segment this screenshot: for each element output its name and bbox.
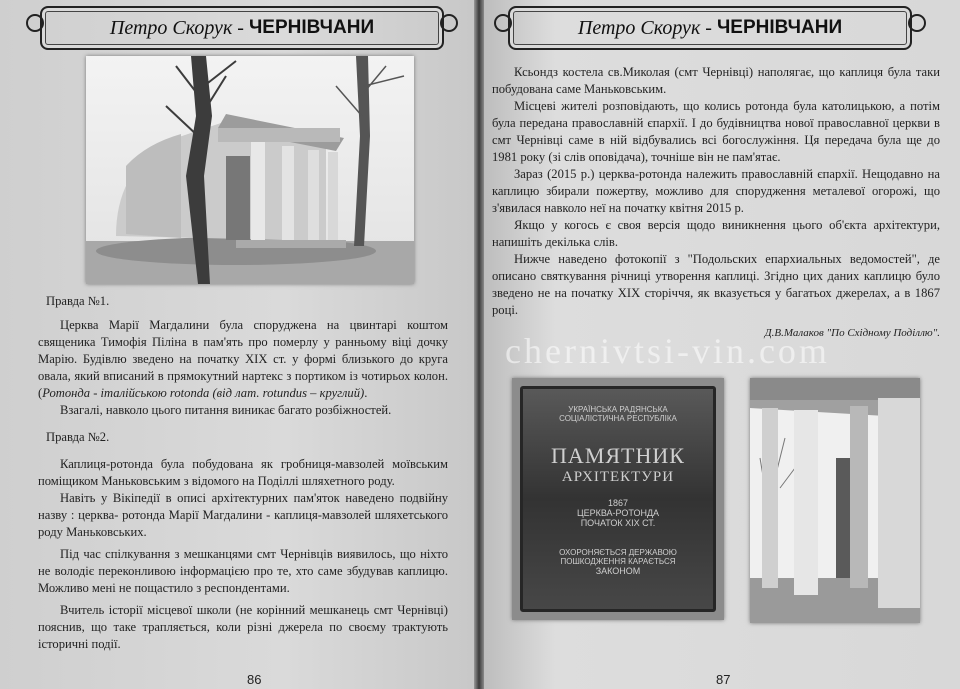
header-author: Петро Скорук - [577, 16, 712, 39]
plaque-line: 1867 [607, 498, 629, 508]
right-text [492, 64, 940, 342]
header-scroll-ornament [440, 14, 458, 32]
header-author: Петро Скорук - [109, 16, 244, 39]
header-title: ЧЕРНІВЧАНИ [248, 17, 375, 38]
memorial-plaque [520, 386, 716, 612]
plaque-line: ЦЕРКВА-РОТОНДА [576, 508, 660, 518]
right-page [484, 0, 960, 689]
signature: Д.В.Малаков "По Східному Поділлю". [764, 327, 940, 339]
plaque-photo [512, 378, 724, 620]
paragraph [38, 317, 448, 402]
page-number-right: 87 [716, 672, 731, 687]
plaque-line: ПОЧАТОК XIX СТ. [580, 518, 656, 528]
page-number-left: 86 [247, 672, 262, 687]
paragraph: Каплиця-ротонда була побудована як гробниця-мавзолей моївським поміщиком Маньковським з відомого на Поділлі шляхетного роду. [38, 457, 448, 488]
columns-photo [750, 378, 920, 623]
paragraph-italic: Ротонда - італійською rotonda (від лат. rotundus – круглий) [42, 386, 365, 400]
portico-illustration [750, 378, 920, 623]
paragraph: Вчитель історії місцевої школи (не корінний мешканець смт Чернівці) пояснив, що таке трапляється, коли різні джерела по своєму трактують історичні події. [38, 603, 448, 651]
page-header-left [40, 6, 444, 50]
plaque-line: СОЦІАЛІСТИЧНА РЕСПУБЛІКА [559, 414, 677, 423]
rotunda-photo [86, 56, 414, 284]
plaque-line: ПОШКОДЖЕННЯ КАРАЄТЬСЯ [560, 557, 676, 566]
rotunda-illustration [86, 56, 414, 284]
paragraph: Місцеві жителі розповідають, що колись ротонда була католицькою, а потім була передана православній єпархії. І до будівництва нової православної церкви в смт Чернівці саме в ній відбувались всі богослужіння. Ця передача була ще до 1981 року (зі слів оповідача), точніше він не пам'ятає. [492, 99, 940, 164]
plaque-line: АРХІТЕКТУРИ [561, 469, 675, 485]
caption-pravda-1: Правда №1. [46, 294, 110, 308]
header-scroll-ornament [908, 14, 926, 32]
plaque-line: ОХОРОНЯЄТЬСЯ ДЕРЖАВОЮ [559, 548, 677, 557]
page-header-right [508, 6, 912, 50]
paragraph: Нижче наведено фотокопії з "Подольских епархиальных ведомостей", де описано святкування річниці утворення каплиці. Згідно цих даних каплицю було зведено не на початку XIX сторіччя, як вказується у багатьох джерелах, а в 1867 році. [492, 252, 940, 317]
caption-pravda-2: Правда №2. [46, 430, 110, 444]
paragraph: Взагалі, навколо цього питання виникає багато розбіжностей. [60, 403, 392, 417]
paragraph-text: . [364, 386, 368, 400]
header-title: ЧЕРНІВЧАНИ [716, 17, 843, 38]
header-scroll-ornament [26, 14, 44, 32]
paragraph: Під час спілкування з мешканцями смт Чернівців виявилось, що ніхто не володіє переконливою інформацією про те, хто саме збудував каплицю. Можливо мені не пощастило з респондентами. [38, 547, 448, 595]
plaque-line: УКРАЇНСЬКА РАДЯНСЬКА [568, 405, 668, 414]
paragraph: Якщо у когось є своя версія щодо виникнення цього об'єкта архітектури, напишіть декілька слів. [492, 218, 940, 249]
paragraph: Зараз (2015 р.) церква-ротонда належить православній єпархії. Нещодавно на каплицю збирали пожертву, можливо для спорудження металевої огорожі, що з'явилася навколо неї на початку квітня 2015 р. [492, 167, 940, 215]
book-gutter [474, 0, 484, 689]
paragraph: Навіть у Вікіпедії в описі архітектурних пам'яток наведено подвійну назву : церква- ротонда Марії Магдалини - каплиця-мавзолей шляхетського роду Маньковських. [38, 491, 448, 539]
paragraph-text: Церква Марії Магдалини була споруджена на цвинтарі коштом священика Тимофія Піліна в пам'ять про померлу у ранньому віці дочку Марію. Будівлю зведено на початку XIX ст. у формі близького до круга овала, який вписаний в прямокутний нартекс з портиком із чотирьох колон. ( [38, 318, 448, 400]
watermark: chernivtsi-vin.com [505, 331, 830, 371]
left-text [38, 293, 448, 653]
plaque-line: ПАМЯТНИК [551, 443, 685, 468]
paragraph: Ксьондз костела св.Миколая (смт Чернівці) наполягає, що каплиця була таки побудована саме Маньковським. [492, 65, 940, 96]
header-scroll-ornament [494, 14, 512, 32]
plaque-line: ЗАКОНОМ [595, 566, 641, 576]
left-page [0, 0, 474, 689]
